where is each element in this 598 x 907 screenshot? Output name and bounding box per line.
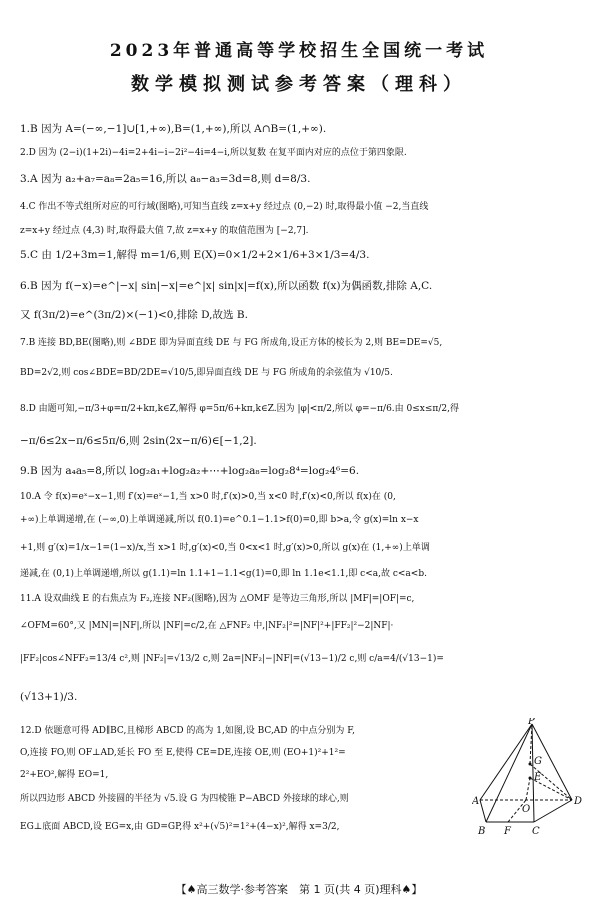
answer-line: ∠OFM=60°,又 |MN|=|NF|,所以 |NF|=c/2,在 △FNF₂ 中,|NF₂|²=|NF|²+|FF₂|²−2|NF|·: [20, 621, 394, 631]
label-p: P: [528, 718, 535, 727]
answer-line: 1.B 因为 A=(−∞,−1]∪[1,+∞),B=(1,+∞),所以 A∩B=(1,+∞).: [20, 123, 327, 135]
answer-line: z=x+y 经过点 (4,3) 时,取得最大值 7,故 z=x+y 的取值范围为 [−2,7].: [20, 226, 309, 236]
label-d: D: [574, 796, 583, 807]
answer-title: 数学模拟测试参考答案（理科）: [131, 74, 467, 95]
answer-line: 3.A 因为 a₂+a₇=a₈=2a₅=16,所以 a₈−a₃=3d=8,则 d=8/3.: [20, 173, 311, 185]
answer-line: (√13+1)/3.: [20, 691, 78, 703]
answer-line: 8.D 由题可知,−π/3+φ=π/2+kπ,k∈Z,解得 φ=5π/6+kπ,k∈Z.因为 |φ|<π/2,所以 φ=−π/6.由 0≤x≤π/2,得: [20, 404, 459, 414]
label-o: O: [522, 804, 531, 815]
exam-title: 2023年普通高等学校招生全国统一考试: [109, 41, 489, 61]
answer-line: 6.B 因为 f(−x)=e^|−x| sin|−x|=e^|x| sin|x|=f(x),所以函数 f(x)为偶函数,排除 A,C.: [20, 280, 433, 292]
label-f: F: [504, 826, 511, 837]
label-g: G: [534, 756, 542, 767]
label-b: B: [478, 826, 486, 837]
label-c: C: [532, 826, 540, 837]
answer-line: 递减,在 (0,1)上单调递增,所以 g(1.1)=ln 1.1+1−1.1<g(1)=0,即 ln 1.1e<1.1,即 c<a,故 c<a<b.: [20, 569, 427, 579]
answer-line: 11.A 设双曲线 E 的右焦点为 F₂,连接 NF₂(图略),因为 △OMF 是等边三角形,所以 |MF|=|OF|=c,: [20, 594, 415, 604]
point-e: [529, 777, 532, 780]
answer-line: 又 f(3π/2)=e^(3π/2)×(−1)<0,排除 D,故选 B.: [20, 309, 248, 321]
answer-line: −π/6≤2x−π/6≤5π/6,则 2sin(2x−π/6)∈[−1,2].: [20, 435, 257, 447]
answer-line: 4.C 作出不等式组所对应的可行域(图略),可知当直线 z=x+y 经过点 (0,−2) 时,取得最小值 −2,当直线: [20, 202, 429, 212]
answer-line: EG⊥底面 ABCD,设 EG=x,由 GD=GP,得 x²+(√5)²=1²+(4−x)²,解得 x=3/2,: [20, 822, 340, 832]
label-e: E: [534, 772, 542, 783]
answer-line: 所以四边形 ABCD 外接圆的半径为 √5.设 G 为四棱锥 P−ABCD 外接球的球心,则: [20, 794, 349, 804]
answer-line: 12.D 依题意可得 AD∥BC,且梯形 ABCD 的高为 1,如图,设 BC,AD 的中点分别为 F,: [20, 726, 355, 736]
label-a: A: [472, 796, 480, 807]
answer-line: 5.C 由 1/2+3m=1,解得 m=1/6,则 E(X)=0×1/2+2×1/6+3×1/3=4/3.: [20, 249, 370, 261]
page-footer: 【♠高三数学·参考答案 第 1 页(共 4 页)理科♠】: [175, 883, 423, 896]
answer-line: +1,则 g′(x)=1/x−1=(1−x)/x,当 x>1 时,g′(x)<0,当 0<x<1 时,g′(x)>0,所以 g(x)在 (1,+∞)上单调: [20, 543, 430, 553]
answer-line: 2²+EO²,解得 EO=1,: [20, 770, 109, 780]
answer-line: BD=2√2,则 cos∠BDE=BD/2DE=√10/5,即异面直线 DE 与 FG 所成角的余弦值为 √10/5.: [20, 368, 393, 378]
pyramid-figure: [472, 718, 584, 838]
center-g-point: [529, 763, 532, 766]
answer-line: |FF₂|cos∠NFF₂=13/4 c²,则 |NF₂|=√13/2 c,则 2a=|NF₂|−|NF|=(√13−1)/2 c,则 c/a=4/(√13−1)=: [20, 654, 444, 664]
answer-line: 7.B 连接 BD,BE(图略),则 ∠BDE 即为异面直线 DE 与 FG 所成角,设正方体的棱长为 2,则 BE=DE=√5,: [20, 338, 443, 348]
answer-line: 2.D 因为 (2−i)(1+2i)−4i=2+4i−i−2i²−4i=4−i,所以复数 在复平面内对应的点位于第四象限.: [20, 148, 407, 158]
answer-line: 10.A 令 f(x)=eˣ−x−1,则 f′(x)=eˣ−1,当 x>0 时,f′(x)>0,当 x<0 时,f′(x)<0,所以 f(x)在 (0,: [20, 492, 396, 502]
answer-line: O,连接 FO,则 OF⊥AD,延长 FO 至 E,使得 CE=DE,连接 OE,则 (EO+1)²+1²=: [20, 748, 346, 758]
answer-line: 9.B 因为 a₄a₅=8,所以 log₂a₁+log₂a₂+⋯+log₂a₈=log₂8⁴=log₂4⁶=6.: [20, 465, 360, 477]
answer-line: +∞)上单调递增,在 (−∞,0)上单调递减,所以 f(0.1)=e^0.1−1.1>f(0)=0,即 b>a,令 g(x)=ln x−x: [20, 515, 419, 525]
